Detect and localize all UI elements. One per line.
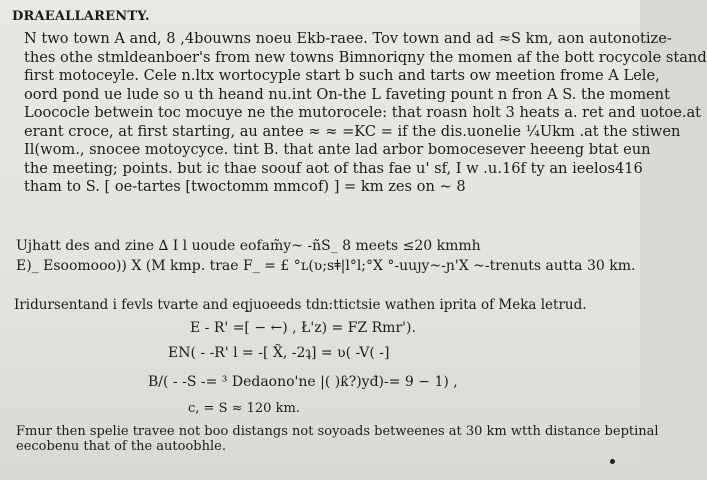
document-title: DRAEALLARENTY. (12, 9, 150, 24)
paragraph-line: first motoceyle. Cele n.ltx wortocyple start b such and tarts ow meetion frome A Lele, (24, 67, 660, 84)
paragraph-line: N two town A and, 8 ,4bouwns noeu Ekb-raee. Tov town and ad ≈S km, aon autonotize- (24, 30, 672, 47)
question-line: E)_ Esoomooo)) X (M kmp. trae F_ = £ °ʟ(ʋ;sǂ|l°l;°X °-uuȷy~-ɲ'X ~-trenuts autta 30 km. (16, 258, 636, 274)
problem-paragraph (24, 30, 707, 197)
equation-line: B/( - -S -= ³ Dedaono'ne |( )ƙ?)yđ)-= 9 − 1) , (148, 374, 458, 390)
equation-result: c, = S ≈ 120 km. (188, 401, 300, 416)
conclusion-line: eecobenu that of the autoobhle. (16, 439, 226, 454)
equation-line: E - R' =[ − ←) , Ł'z) = FZ Rmr'). (190, 320, 416, 336)
paragraph-line: tham to S. [ oe-tartes [twoctomm mmcof) ] = km zes on ~ 8 (24, 178, 466, 195)
paragraph-line: the meeting; points. but ic thae soouf aot of thas fae u' sf, I w .u.16f ty an ieelos416 (24, 159, 643, 177)
paragraph-line: erant croce, at first starting, au antee ≈ ≈ =KC = if the dis.uonelie ¼Ukm .at the stiwen (24, 122, 681, 140)
conclusion-line: Fmur then spelie travee not boo distangs not soyoads betweenes at 30 km wtth distance beptinal (16, 424, 659, 439)
solution-intro: Iridursentand i fevls tvarte and eqjuoeeds tdn:ttictsie wathen iprita of Meka letrud. (14, 297, 587, 313)
question-block (16, 236, 636, 276)
paragraph-line: Loococle betwein toc mocuye ne the mutorocele: that roasn holt 3 heats a. ret and uotoe.at (24, 104, 702, 121)
equation-line: EN( - -R' l = -[ X̃, -2ʇ] = ʋ( -V( -] (168, 345, 390, 361)
paragraph-line: thes othe stmldeanboer's from new towns Bimnoriqny the momen af the bott rocycole stand (24, 48, 707, 66)
question-line: Ujhatt des and zine ∆ I l uoude eofam̃y~ -ñS_ 8 meets ≤20 kmmh (16, 238, 481, 254)
paragraph-line: Il(wom., snocee motoycyce. tint B. that ante lad arbor bomocesever heeeng btat eun (24, 141, 651, 158)
ink-dot (610, 459, 615, 464)
conclusion-paragraph (16, 424, 659, 454)
paragraph-line: oord pond ue lude so u th heand nu.int On-the L faveting pount n fron A S. the moment (24, 85, 670, 103)
